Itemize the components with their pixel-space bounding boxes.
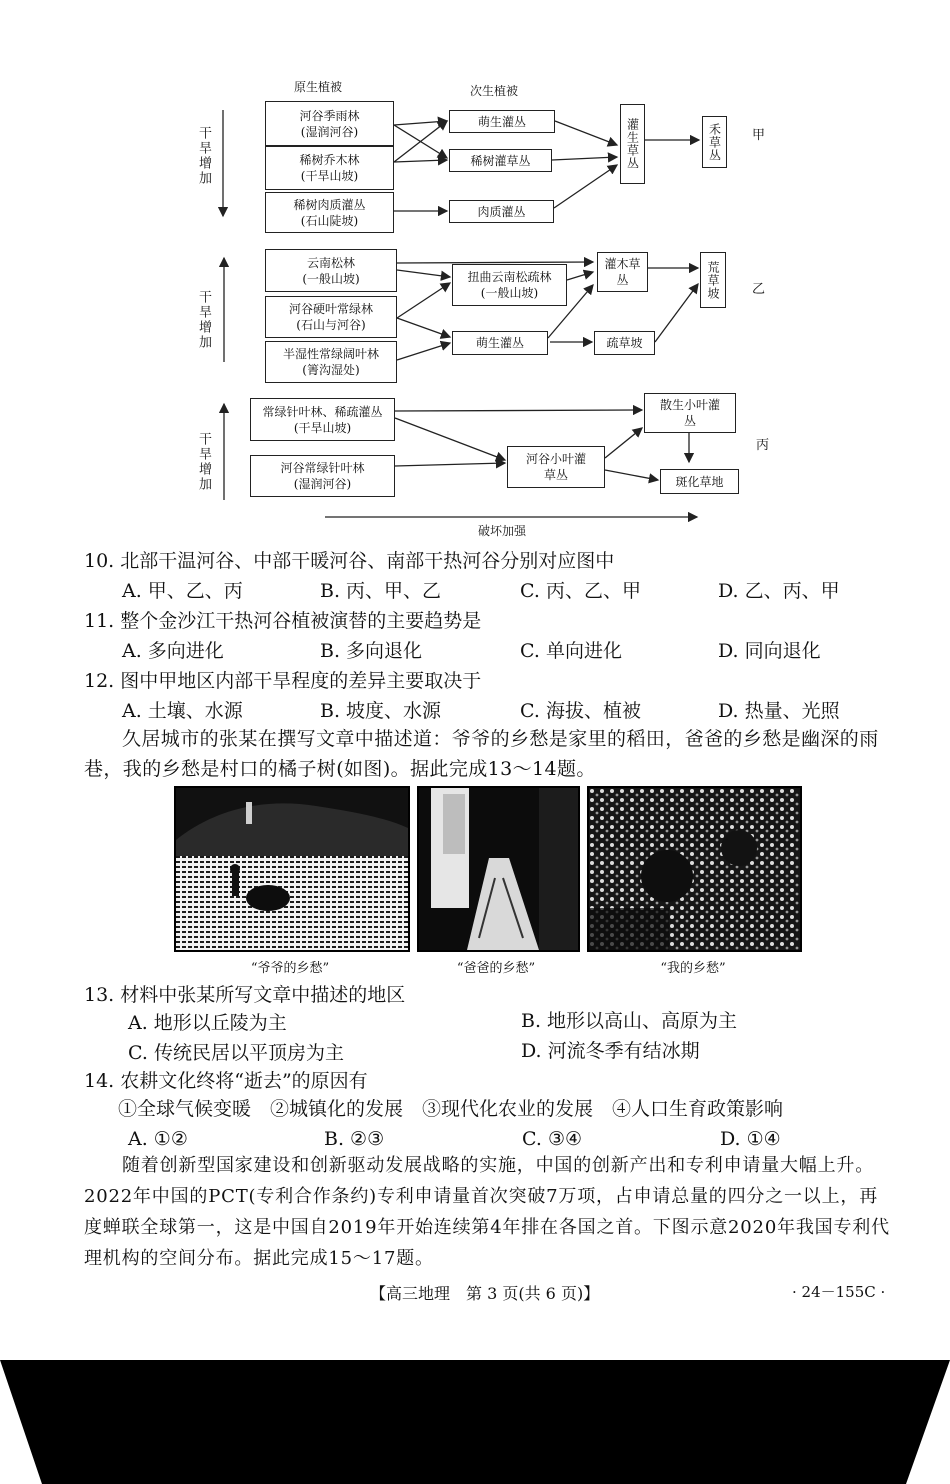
yi-stage3-2: 疏草坡 xyxy=(594,331,655,355)
photo-rice-field xyxy=(174,786,410,952)
caption-father: “爸爸的乡愁” xyxy=(456,961,536,976)
q10-option-a: A. 甲、乙、丙 xyxy=(122,580,243,602)
tag-bing: 丙 xyxy=(756,438,770,453)
q14-option-a: A. ①② xyxy=(128,1128,188,1150)
drought-label-bing: 干旱增加 xyxy=(196,432,211,492)
photo-rain-alley xyxy=(417,786,580,952)
yi-original-3: 半湿性常绿阔叶林 (箐沟湿处) xyxy=(265,341,397,383)
q12-option-d: D. 热量、光照 xyxy=(718,700,840,722)
jia-secondary-3: 肉质灌丛 xyxy=(449,200,554,223)
q10-option-c: C. 丙、乙、甲 xyxy=(520,580,641,602)
q14-option-b: B. ②③ xyxy=(324,1128,385,1150)
q12-option-c: C. 海拔、植被 xyxy=(520,700,641,722)
yi-stage3-1: 灌木草丛 xyxy=(597,252,648,292)
jia-stage4: 禾草丛 xyxy=(702,116,727,168)
rice-field-image xyxy=(176,788,408,950)
tag-yi: 乙 xyxy=(752,282,766,297)
material-1: 久居城市的张某在撰写文章中描述道：爷爷的乡愁是家里的稻田，爸爸的乡愁是幽深的雨巷，我的乡愁是村口的橘子树(如图)。据此完成13～14题。 xyxy=(84,728,879,780)
q11-option-c: C. 单向进化 xyxy=(520,640,622,662)
q14-statements: ①全球气候变暖 ②城镇化的发展 ③现代化农业的发展 ④人口生育政策影响 xyxy=(118,1098,784,1120)
footer-page-info: 【高三地理 第 3 页(共 6 页)】 xyxy=(370,1284,600,1303)
caption-me: “我的乡愁” xyxy=(660,961,726,976)
q12-option-a: A. 土壤、水源 xyxy=(122,700,243,722)
q10-option-b: B. 丙、甲、乙 xyxy=(320,580,442,602)
rain-alley-image xyxy=(419,788,578,950)
q13-option-a: A. 地形以丘陵为主 xyxy=(128,1012,287,1034)
tag-jia: 甲 xyxy=(752,128,766,143)
jia-secondary-2: 稀树灌草丛 xyxy=(449,149,552,172)
bing-stage3: 散生小叶灌丛 xyxy=(644,393,736,433)
jia-original-2: 稀树乔木林 (干旱山坡) xyxy=(265,146,394,190)
bing-secondary: 河谷小叶灌草丛 xyxy=(507,446,605,488)
q13-option-c: C. 传统民居以平顶房为主 xyxy=(128,1042,344,1064)
q11-option-a: A. 多向进化 xyxy=(122,640,224,662)
yi-stage4: 荒草坡 xyxy=(700,252,726,308)
footer-code: · 24－155C · xyxy=(792,1283,886,1301)
photo-orange-tree xyxy=(587,786,802,952)
orange-tree-image xyxy=(589,788,800,950)
q11-option-d: D. 同向退化 xyxy=(718,640,821,662)
question-10-stem: 10. 北部干温河谷、中部干暖河谷、南部干热河谷分别对应图中 xyxy=(84,550,615,572)
bing-original-1: 常绿针叶林、稀疏灌丛(干旱山坡) xyxy=(250,398,395,441)
question-11-stem: 11. 整个金沙江干热河谷植被演替的主要趋势是 xyxy=(84,610,482,632)
q13-option-d: D. 河流冬季有结冰期 xyxy=(521,1040,700,1062)
jia-original-3: 稀树肉质灌丛 (石山陡坡) xyxy=(265,192,394,233)
bing-original-2: 河谷常绿针叶林 (湿润河谷) xyxy=(250,455,395,497)
material-2: 随着创新型国家建设和创新驱动发展战略的实施，中国的创新产出和专利申请量大幅上升。2022年中国的PCT(专利合作条约)专利申请量首次突破7万项，占申请总量的四分之一以上，再度蝉联全球第一，这是中国自2019年开始连续第4年排在各国之首。下图示意2020年我国专利代理机构的空间分布。据此完成15～17题。 xyxy=(84,1155,890,1269)
q14-option-c: C. ③④ xyxy=(522,1128,583,1150)
q13-option-b: B. 地形以高山、高原为主 xyxy=(521,1010,738,1032)
yi-original-2: 河谷硬叶常绿林 (石山与河谷) xyxy=(265,296,397,338)
scan-edge-shadow xyxy=(0,1360,950,1484)
yi-secondary-2: 萌生灌丛 xyxy=(452,331,548,355)
damage-label: 破坏加强 xyxy=(478,524,527,538)
q14-option-d: D. ①④ xyxy=(720,1128,781,1150)
jia-original-1: 河谷季雨林 (湿润河谷) xyxy=(265,101,394,146)
q10-option-d: D. 乙、丙、甲 xyxy=(718,580,840,602)
q11-option-b: B. 多向退化 xyxy=(320,640,423,662)
yi-secondary-1: 扭曲云南松疏林 (一般山坡) xyxy=(452,264,567,306)
yi-original-1: 云南松林 (一般山坡) xyxy=(265,249,397,292)
drought-label-jia: 干旱增加 xyxy=(196,126,211,186)
bing-stage4: 斑化草地 xyxy=(660,469,739,494)
question-14-stem: 14. 农耕文化终将“逝去”的原因有 xyxy=(84,1070,368,1092)
caption-grandpa: “爷爷的乡愁” xyxy=(250,961,330,976)
jia-secondary-1: 萌生灌丛 xyxy=(449,110,555,133)
question-12-stem: 12. 图中甲地区内部干旱程度的差异主要取决于 xyxy=(84,670,482,692)
question-13-stem: 13. 材料中张某所写文章中描述的地区 xyxy=(84,984,406,1006)
drought-label-yi: 干旱增加 xyxy=(196,290,211,350)
jia-stage3: 灌生草丛 xyxy=(620,104,645,184)
header-secondary: 次生植被 xyxy=(470,84,519,98)
header-original: 原生植被 xyxy=(294,80,343,94)
q12-option-b: B. 坡度、水源 xyxy=(320,700,442,722)
